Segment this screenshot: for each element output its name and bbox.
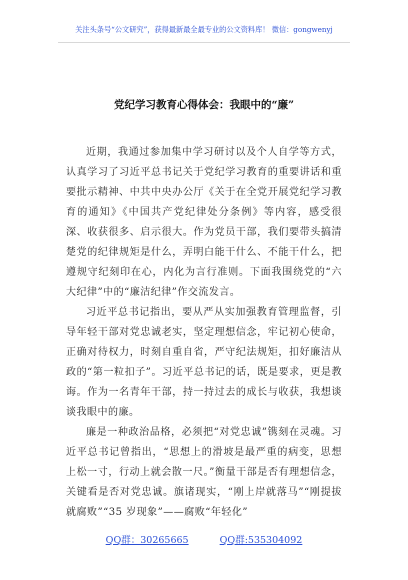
footer-qq-group-1[interactable]: QQ群：30265665 bbox=[105, 535, 189, 546]
footer-qq-group-2[interactable]: QQ群:535304092 bbox=[219, 535, 303, 546]
document-body bbox=[66, 143, 342, 523]
paragraph-1: 近期，我通过参加集中学习研讨以及个人自学等方式，认真学习了习近平总书记关于党纪学习教育的重要讲话和重要批示精神、中共中央办公厅《关于在全党开展党纪学习教育的通知》《中国共产党纪律处分条例》等内容，感受很深、收获很多、启示很大。作为党员干部，我们要带头搞清楚党的纪律规矩是什么，弄明白能干什么、不能干什么，把遵规守纪刻印在心，内化为言行准则。下面我围绕党的“六大纪律”中的“廉洁纪律”作交流发言。 bbox=[66, 147, 342, 298]
header-banner[interactable]: 关注头条号“公文研究”，获得最新最全最专业的公文资料库！ 微信：gongwenyj bbox=[75, 25, 333, 34]
footer bbox=[0, 532, 408, 546]
paragraph-2: 习近平总书记指出，要从严从实加强教育管理监督，引导年轻干部对党忠诚老实，坚定理想信念，牢记初心使命，正确对待权力，时刻自重自省，严守纪法规矩，扣好廉洁从政的“第一粒扣子”。习近平总书记的话，既是要求，更是教诲。作为一名青年干部，持一持过去的成长与收获，我想谈谈我眼中的廉。 bbox=[66, 307, 342, 418]
header-divider bbox=[58, 42, 350, 43]
document-title: 党纪学习教育心得体会：我眼中的“廉” bbox=[113, 99, 295, 111]
paragraph-3: 廉是一种政治品格，必须把“对党忠诚”镌刻在灵魂。习近平总书记曾指出，“思想上的滑坡是最严重的病变，思想上松一寸，行动上就会散一尺。”衡量干部是否有理想信念，关键看是否对党忠诚。旗诸现实，“刚上岸就落马”“刚提拔就腐败”“35 岁现象”——腐败“年轻化” bbox=[66, 427, 342, 518]
